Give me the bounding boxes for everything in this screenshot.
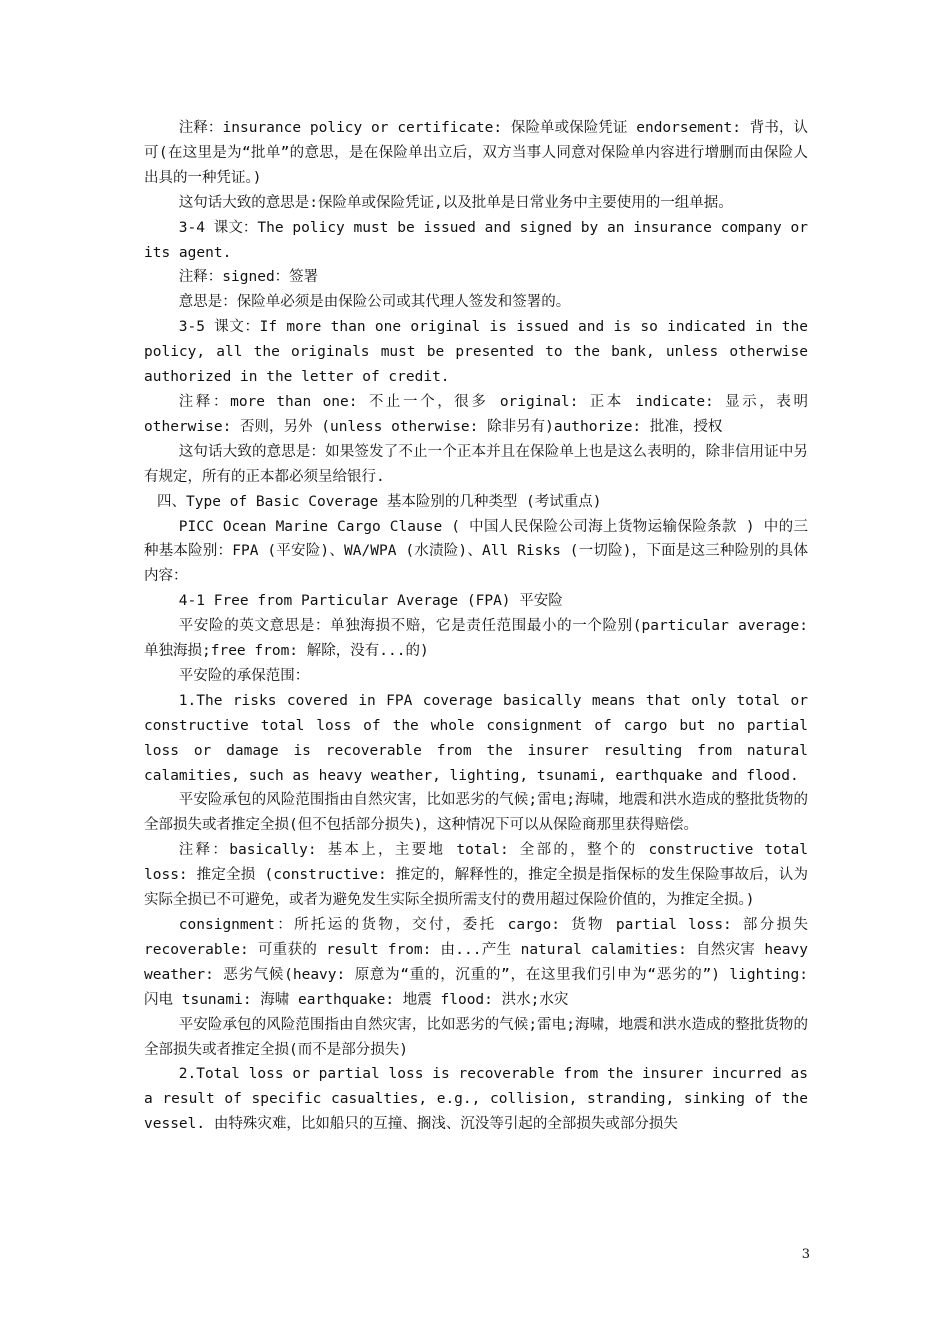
- page-body: [144, 116, 808, 1137]
- paragraph-note-signed: 注释：signed：签署: [178, 269, 319, 286]
- paragraph-fpa-summary: 平安险承包的风险范围指由自然灾害，比如恶劣的气候;雷电;海啸，地震和洪水造成的整批货物的全部损失或者推定全损(而不是部分损失): [144, 1016, 808, 1058]
- paragraph-fpa-meaning: 平安险的英文意思是：单独海损不赔，它是责任范围最小的一个险别(particular average: 单独海损;free from: 解除，没有...的): [144, 618, 808, 660]
- paragraph-picc-clause: PICC Ocean Marine Cargo Clause ( 中国人民保险公司海上货物运输保险条款 ) 中的三种基本险别：FPA (平安险)、WA/WPA (水渍险)、All Risks (一切险)，下面是这三种险别的具体内容：: [144, 518, 808, 585]
- section-heading-basic-coverage: 四、Type of Basic Coverage 基本险别的几种类型 (考试重点): [157, 493, 602, 510]
- paragraph-note-insurance-policy: 注释：insurance policy or certificate: 保险单或保险凭证 endorsement: 背书，认可(在这里是为“批单”的意思，是在保险单出立后，双方当事人同意对保险单内容进行增删而由保险人出具的一种凭证。): [144, 120, 808, 186]
- paragraph-meaning-documents: 这句话大致的意思是:保险单或保险凭证,以及批单是日常业务中主要使用的一组单据。: [178, 194, 733, 211]
- paragraph-fpa-risk-1-translation: 平安险承包的风险范围指由自然灾害，比如恶劣的气候;雷电;海啸，地震和洪水造成的整批货物的全部损失或者推定全损(但不包括部分损失)，这种情况下可以从保险商那里获得赔偿。: [144, 792, 808, 834]
- subheading-fpa: 4-1 Free from Particular Average (FPA) 平安险: [178, 593, 563, 610]
- paragraph-meaning-3-5: 这句话大致的意思是：如果签发了不止一个正本并且在保险单上也是这么表明的，除非信用证中另有规定，所有的正本都必须呈给银行.: [144, 443, 808, 485]
- paragraph-note-consignment: consignment：所托运的货物，交付，委托 cargo: 货物 partial loss: 部分损失 recoverable: 可重获的 result from: 由...产生 natural calamities: 自然灾害 heavy weather: 恶劣气候(heavy: 原意为“重的，沉重的”，在这里我们引申为“恶劣的”) lighting: 闪电 tsunami: 海啸 earthquake: 地震 flood: 洪水;水灾: [144, 917, 808, 1008]
- paragraph-meaning-3-4: 意思是：保险单必须是由保险公司或其代理人签发和签署的。: [178, 294, 571, 311]
- paragraph-note-basically: 注释：basically: 基本上，主要地 total: 全部的，整个的 constructive total loss: 推定全损 (constructive: 推定的，解释性的，推定全损是指保标的发生保险事故后，认为实际全损已不可避免，或者为避免发生实际全损所需支付的费用超过保险价值的，为推定全损。): [144, 842, 808, 909]
- paragraph-note-original: 注释：more than one: 不止一个，很多 original: 正本 indicate: 显示，表明 otherwise: 否则，另外 (unless otherwise: 除非另有)authorize: 批准，授权: [144, 393, 808, 435]
- page-number: 3: [801, 1247, 810, 1262]
- paragraph-fpa-scope-label: 平安险的承保范围：: [178, 667, 310, 684]
- paragraph-fpa-risk-2: 2.Total loss or partial loss is recoverable from the insurer incurred as a result of specific casualties, e.g., collision, stranding, sinking of the vessel. 由特殊灾难，比如船只的互撞、搁浅、沉没等引起的全部损失或部分损失: [144, 1066, 808, 1133]
- paragraph-text-3-4: 3-4 课文：The policy must be issued and signed by an insurance company or its agent.: [144, 219, 808, 261]
- paragraph-fpa-risk-1: 1.The risks covered in FPA coverage basically means that only total or constructive total loss of the whole consignment of cargo but no partial loss or damage is recoverable from the insurer resulting from natural calamities, such as heavy weather, lighting, tsunami, earthquake and flood.: [144, 692, 808, 784]
- paragraph-text-3-5: 3-5 课文：If more than one original is issued and is so indicated in the policy, all the originals must be presented to the bank, unless otherwise authorized in the letter of credit.: [144, 319, 808, 386]
